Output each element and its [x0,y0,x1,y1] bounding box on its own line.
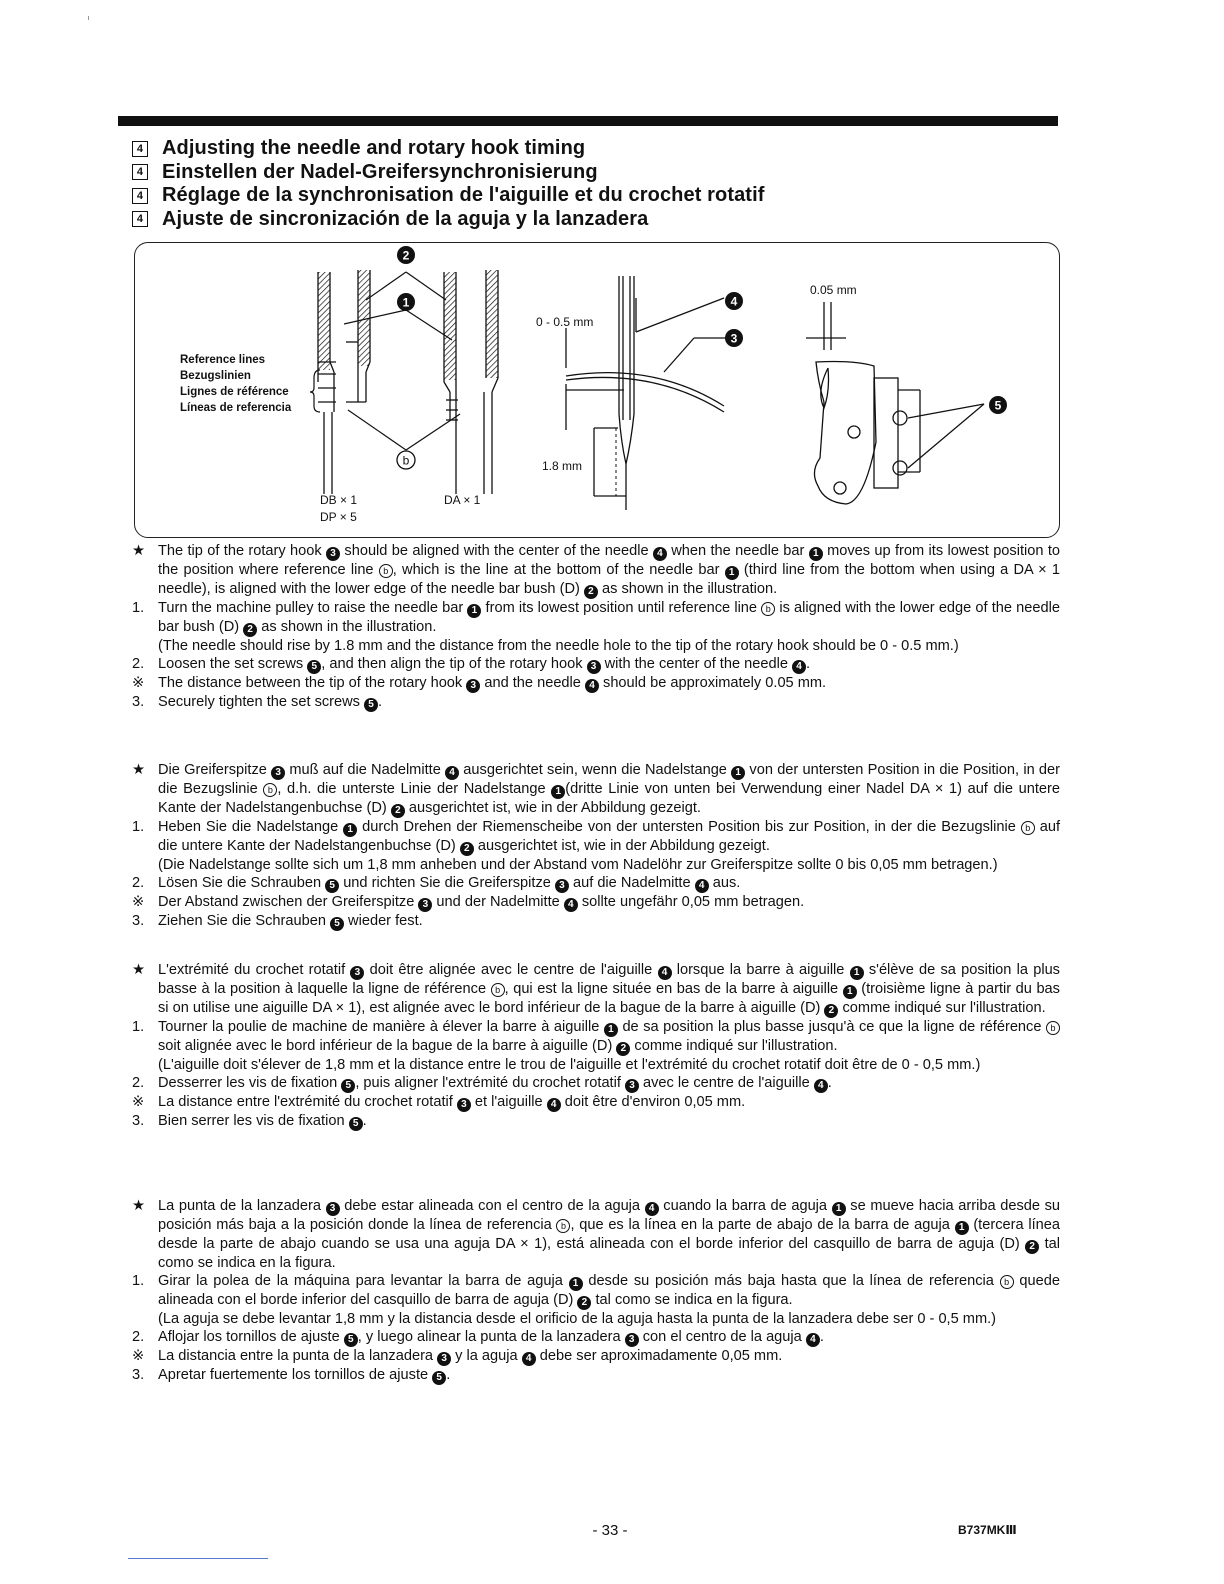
needle-db-label: DB × 1 [320,493,358,507]
callout-ref: 3 [326,1202,340,1216]
text-run: Aflojar los tornillos de ajuste [158,1329,344,1346]
text-run: . [827,1075,832,1092]
callout-ref: 1 [604,1023,618,1037]
text-run: comme indiqué sur l'illustration. [630,1038,838,1054]
list-item [132,542,1060,599]
text-run: et l'aiguille [470,1094,547,1111]
callout-ref: 4 [585,679,599,693]
callout-ref: 1 [343,823,357,837]
text-run: , which is the line at the bottom of the needle bar [392,562,725,578]
callout-ref: 3 [625,1333,639,1347]
step-number: 2. [132,875,145,892]
dim-gap-label: 0 - 0.5 mm [536,315,594,329]
text-run: aus. [708,875,741,892]
ref-b-label: b [402,453,410,468]
es-step2-text [158,1328,1060,1347]
callout-ref: 2 [616,1042,630,1056]
callout-ref: 4 [695,879,709,893]
callout-ref: 4 [658,966,672,980]
es-note-text [158,1347,1060,1366]
en-step1-text [158,599,1060,637]
star-marker: ★ [132,1198,146,1214]
title-fr [132,184,1052,208]
callout-ref: 3 [625,1079,639,1093]
text-run: Securely tighten the set screws [158,694,365,711]
callout-ref: 1 [955,1221,969,1235]
callout-ref: 4 [564,898,578,912]
title-es [132,208,1052,232]
text-run: und der Nadelmitte [432,894,564,911]
text-run: Die Greiferspitze [158,762,272,778]
callout-ref: 2 [460,842,474,856]
star-marker: ★ [132,962,146,978]
en-step3-text [158,693,1060,712]
callout-ref: 5 [344,1333,358,1347]
en-step2-text [158,655,1060,674]
instructions-en [132,542,1060,712]
text-run: L'extrémité du crochet rotatif [158,962,351,978]
en-aim-text [158,542,1060,599]
en-note-text [158,674,1060,693]
timing-illustration [134,242,1060,538]
step-number: 1. [132,1019,145,1035]
callout-1-label: 1 [402,295,410,310]
es-step3-text [158,1366,1060,1385]
text-run: auf die Nadelmitte [568,875,695,892]
text-run: Lösen Sie die Schrauben [158,875,326,892]
text-run: tal como se indica en la figura. [158,1236,1060,1271]
step-number: 2. [132,656,145,673]
text-run: when the needle bar [666,543,809,559]
text-run: doit être alignée avec le centre de l'aiguille [364,962,658,978]
ref-b-symbol: b [1000,1275,1014,1289]
callout-ref: 3 [457,1098,471,1112]
needle-dp-label: DP × 5 [320,510,357,524]
callout-ref: 5 [341,1079,355,1093]
ref-b-marker [397,451,415,469]
text-run: , and then align the tip of the rotary hook [321,656,587,673]
note-marker: ※ [132,1348,145,1365]
callout-2 [397,246,415,264]
scan-mark [88,16,89,20]
text-run: debe estar alineada con el centro de la aguja [339,1198,645,1214]
text-run: , que es la línea en la parte de abajo de la barra de aguja [570,1217,955,1233]
text-run: cuando la barra de aguja [658,1198,832,1214]
text-run: Girar la polea de la máquina para levantar la barra de aguja [158,1273,569,1290]
text-run: ausgerichtet ist, wie in der Abbildung gezeigt. [473,838,770,854]
text-run: durch Drehen der Riemenscheibe von der untersten Position bis zur Position, in der die Bezugslinie [357,819,1021,835]
instructions-fr [132,961,1060,1131]
list-item [132,1074,1060,1093]
star-marker: ★ [132,543,146,559]
es-aim-text [158,1197,1060,1272]
list-item [132,693,1060,712]
text-run: is aligned with the lower edge of the needle bar bush (D) [158,600,1061,635]
de-step1-note: (Die Nadelstange sollte sich um 1,8 mm anheben und der Abstand vom Nadelöhr zur Greiferspitze sollte 0 bis 0,05 mm betragen.) [158,857,998,873]
instructions-es [132,1197,1060,1385]
callout-ref: 5 [325,879,339,893]
instructions-de [132,761,1060,931]
title-en [132,137,1052,161]
text-run: with the center of the needle [600,656,793,673]
callout-4-label: 4 [730,294,738,309]
text-run: Ziehen Sie die Schrauben [158,913,330,930]
step-number: 1. [132,1273,145,1290]
callout-ref: 1 [843,985,857,999]
fr-step1-note: (L'aiguille doit s'élever de 1,8 mm et la distance entre le trou de l'aiguille et l'extrémité du crochet rotatif doit être de 0 - 0,5 mm.) [158,1057,981,1073]
text-run: debe ser aproximadamente 0,05 mm. [535,1348,783,1365]
text-run: (troisième ligne à partir du bas si on utilise une aiguille DA × 1), est alignée avec le bord inférieur de la bague de la barre à aiguille (D) [158,981,1060,1016]
callout-ref: 5 [364,698,378,712]
text-run: . [446,1367,451,1384]
de-step2-text [158,874,1060,893]
callout-ref: 2 [584,585,598,599]
step-number: 1. [132,600,145,616]
callout-ref: 1 [467,604,481,618]
note-marker: ※ [132,894,145,911]
text-run: Turn the machine pulley to raise the needle bar [158,600,468,616]
list-item [132,761,1060,818]
ref-label-de: Bezugslinien [180,370,251,382]
text-run: muß auf die Nadelmitte [285,762,446,778]
ref-label-fr: Lignes de référence [180,386,289,398]
text-run: . [378,694,383,711]
step-number: 3. [132,1113,145,1130]
section-number: 4 [132,211,148,227]
callout-4 [725,292,743,310]
section-number: 4 [132,164,148,180]
text-run: . [819,1329,824,1346]
text-run: from its lowest position until reference line [481,600,762,616]
text-run: con el centro de la aguja [638,1329,806,1346]
callout-ref: 4 [522,1352,536,1366]
section-number: 4 [132,188,148,204]
callout-ref: 4 [547,1098,561,1112]
list-item [132,1328,1060,1347]
text-run: La punta de la lanzadera [158,1198,326,1214]
de-aim-text [158,761,1060,818]
callout-ref: 4 [653,547,667,561]
callout-ref: 5 [307,660,321,674]
title-es-text: Ajuste de sincronización de la aguja y la lanzadera [162,207,649,230]
callout-ref: 2 [243,623,257,637]
callout-ref: 4 [814,1079,828,1093]
text-run: should be aligned with the center of the needle [340,543,653,559]
dim-dist-label: 0.05 mm [810,283,857,297]
note-marker: ※ [132,1094,145,1111]
text-run: ausgerichtet sein, wenn die Nadelstange [459,762,732,778]
callout-ref: 3 [350,966,364,980]
text-run: Heben Sie die Nadelstange [158,819,344,835]
dim-rise-label: 1.8 mm [542,459,583,473]
text-run: soit alignée avec le bord inférieur de la bague de la barre à aiguille (D) [158,1038,617,1054]
title-de-text: Einstellen der Nadel-Greifersynchronisierung [162,160,598,183]
text-run: Bien serrer les vis de fixation [158,1113,349,1130]
ref-b-symbol: b [1046,1021,1060,1035]
callout-ref: 3 [437,1352,451,1366]
list-item [132,818,1060,856]
text-run: Apretar fuertemente los tornillos de ajuste [158,1367,433,1384]
list-item [132,1366,1060,1385]
list-item [132,599,1060,637]
text-run: and the needle [480,675,585,692]
list-item [132,1018,1060,1056]
ref-b-symbol: b [491,983,505,997]
callout-ref: 3 [271,766,285,780]
text-run: tal como se indica en la figura. [591,1292,793,1309]
fr-step3-text [158,1112,1060,1131]
callout-ref: 1 [731,766,745,780]
callout-ref: 2 [577,1296,591,1310]
text-run: sollte ungefähr 0,05 mm betragen. [577,894,805,911]
text-run: . [362,1113,367,1130]
ref-b-symbol: b [1021,821,1035,835]
text-run: (tercera línea desde la parte de abajo cuando se usa una aguja DA × 1), está alineada con el borde inferior del casquillo de barra de aguja (D) [158,1217,1060,1252]
callout-5-label: 5 [994,398,1002,413]
text-run: Tourner la poulie de machine de manière à élever la barre à aiguille [158,1019,604,1035]
text-run: , y luego alinear la punta de la lanzadera [357,1329,625,1346]
text-run: doit être d'environ 0,05 mm. [560,1094,746,1111]
needle-bar-right-b [484,270,498,494]
list-item [132,674,1060,693]
step-number: 1. [132,819,145,835]
text-run: comme indiqué sur l'illustration. [838,1000,1046,1016]
callout-ref: 4 [792,660,806,674]
ref-label-es: Líneas de referencia [180,402,292,414]
fr-step1-text [158,1018,1060,1056]
callout-ref: 3 [466,679,480,693]
text-run: (third line from the bottom when using a DA × 1 needle), is aligned with the lower edge of the needle bar bush (D) [158,562,1061,597]
section-titles [132,137,1052,231]
needle-bar-mid [346,270,370,402]
callout-ref: 2 [824,1004,838,1018]
hook-closeup [806,302,984,504]
star-marker: ★ [132,762,146,778]
text-run: y la aguja [451,1348,522,1365]
text-run: . [806,656,811,673]
list-item [132,1272,1060,1310]
callout-5 [989,396,1007,414]
text-run: , d.h. die unterste Linie der Nadelstange [277,781,552,797]
callout-ref: 3 [418,898,432,912]
list-item [132,893,1060,912]
list-item [132,1347,1060,1366]
text-run: de sa position la plus basse jusqu'à ce que la ligne de référence [617,1019,1046,1035]
ref-b-symbol: b [556,1219,570,1233]
callout-ref: 3 [587,660,601,674]
text-run: should be approximately 0.05 mm. [598,675,827,692]
step-number: 3. [132,694,145,711]
callout-ref: 5 [349,1117,363,1131]
text-run: The distance between the tip of the rotary hook [158,675,467,692]
es-step1-text [158,1272,1060,1310]
needle-bar-left [318,272,336,494]
ref-label-en: Reference lines [180,354,266,366]
callout-ref: 1 [850,966,864,980]
needle-bar-right-a [444,272,458,494]
list-item [132,1093,1060,1112]
text-run: avec le centre de l'aiguille [638,1075,814,1092]
list-item [132,874,1060,893]
callout-ref: 4 [645,1202,659,1216]
header-rule [118,116,1058,126]
note-marker: ※ [132,675,145,692]
text-run: The tip of the rotary hook [158,543,327,559]
text-run: Desserrer les vis de fixation [158,1075,342,1092]
callout-3 [725,329,743,347]
callout-1 [397,293,415,311]
text-run: Loosen the set screws [158,656,308,673]
callout-ref: 1 [725,566,739,580]
text-run: und richten Sie die Greiferspitze [339,875,555,892]
de-step3-text [158,912,1060,931]
text-run: La distance entre l'extrémité du crochet rotatif [158,1094,457,1111]
text-run: s'élève de sa position la plus basse à la position à laquelle la ligne de référence [158,962,1060,997]
en-step1-note: (The needle should rise by 1.8 mm and the distance from the needle hole to the tip of the rotary hook should be 0 - 0.5 mm.) [158,638,959,654]
list-item [132,655,1060,674]
list-item [132,912,1060,931]
callout-ref: 2 [1025,1240,1039,1254]
page-number: - 33 - [592,1522,628,1539]
text-run: quede alineada con el borde inferior del casquillo de barra de aguja (D) [158,1273,1060,1309]
de-note-text [158,893,1060,912]
callout-ref: 2 [391,804,405,818]
callout-ref: 5 [330,917,344,931]
text-run: as shown in the illustration. [257,619,437,635]
text-run: se mueve hacia arriba desde su posición más baja a la posición donde la línea de referencia [158,1198,1061,1233]
step-number: 2. [132,1075,145,1092]
ref-b-symbol: b [379,564,393,578]
callout-2-label: 2 [402,248,410,263]
needle-da-label: DA × 1 [444,493,481,507]
callout-ref: 5 [432,1371,446,1385]
list-item [132,961,1060,1018]
callout-ref: 4 [806,1333,820,1347]
callout-ref: 1 [832,1202,846,1216]
list-item [132,1197,1060,1272]
callout-ref: 3 [555,879,569,893]
step-number: 2. [132,1329,145,1346]
text-run: as shown in the illustration. [597,581,778,597]
title-fr-text: Réglage de la synchronisation de l'aiguille et du crochet rotatif [162,184,765,207]
ref-b-symbol: b [761,602,775,616]
needle-closeup [566,276,732,510]
reference-lines-label [180,354,292,414]
text-run: wieder fest. [344,913,423,930]
text-run: moves up from its lowest position to the position where reference line [158,543,1061,578]
ref-b-symbol: b [263,783,277,797]
fr-aim-text [158,961,1060,1018]
footer-rule [128,1558,268,1559]
title-en-text: Adjusting the needle and rotary hook timing [162,137,586,160]
section-number: 4 [132,141,148,157]
text-run: von der untersten Position in die Position, in der die Bezugslinie [158,762,1061,797]
callout-ref: 4 [445,766,459,780]
callout-3-label: 3 [730,331,738,346]
fr-step2-text [158,1074,1060,1093]
es-step1-note: (La aguja se debe levantar 1,8 mm y la distancia desde el orificio de la aguja hasta la punta de la lanzadera debe ser 0 - 0,5 mm.) [158,1311,997,1328]
text-run: La distancia entre la punta de la lanzadera [158,1348,438,1365]
callout-ref: 3 [326,547,340,561]
fr-note-text [158,1093,1060,1112]
de-step1-text [158,818,1060,856]
model-code: B737MKⅢ [958,1523,1017,1537]
callout-ref: 1 [569,1277,583,1291]
callout-ref: 1 [551,785,565,799]
text-run: , puis aligner l'extrémité du crochet rotatif [355,1075,625,1092]
title-de [132,161,1052,185]
text-run: (dritte Linie von unten bei Verwendung einer Nadel DA × 1) auf die untere Kante der Nadelstangenbuchse (D) [158,781,1060,816]
step-number: 3. [132,1367,145,1384]
text-run: auf die untere Kante der Nadelstangenbuchse (D) [158,819,1061,854]
text-run: , qui est la ligne située en bas de la barre à aiguille [504,981,843,997]
text-run: ausgerichtet ist, wie in der Abbildung gezeigt. [404,800,701,816]
callout-ref: 1 [809,547,823,561]
text-run: Der Abstand zwischen der Greiferspitze [158,894,419,911]
step-number: 3. [132,913,145,930]
text-run: desde su posición más baja hasta que la línea de referencia [582,1273,1000,1290]
list-item [132,1112,1060,1131]
text-run: lorsque la barre à aiguille [671,962,850,978]
